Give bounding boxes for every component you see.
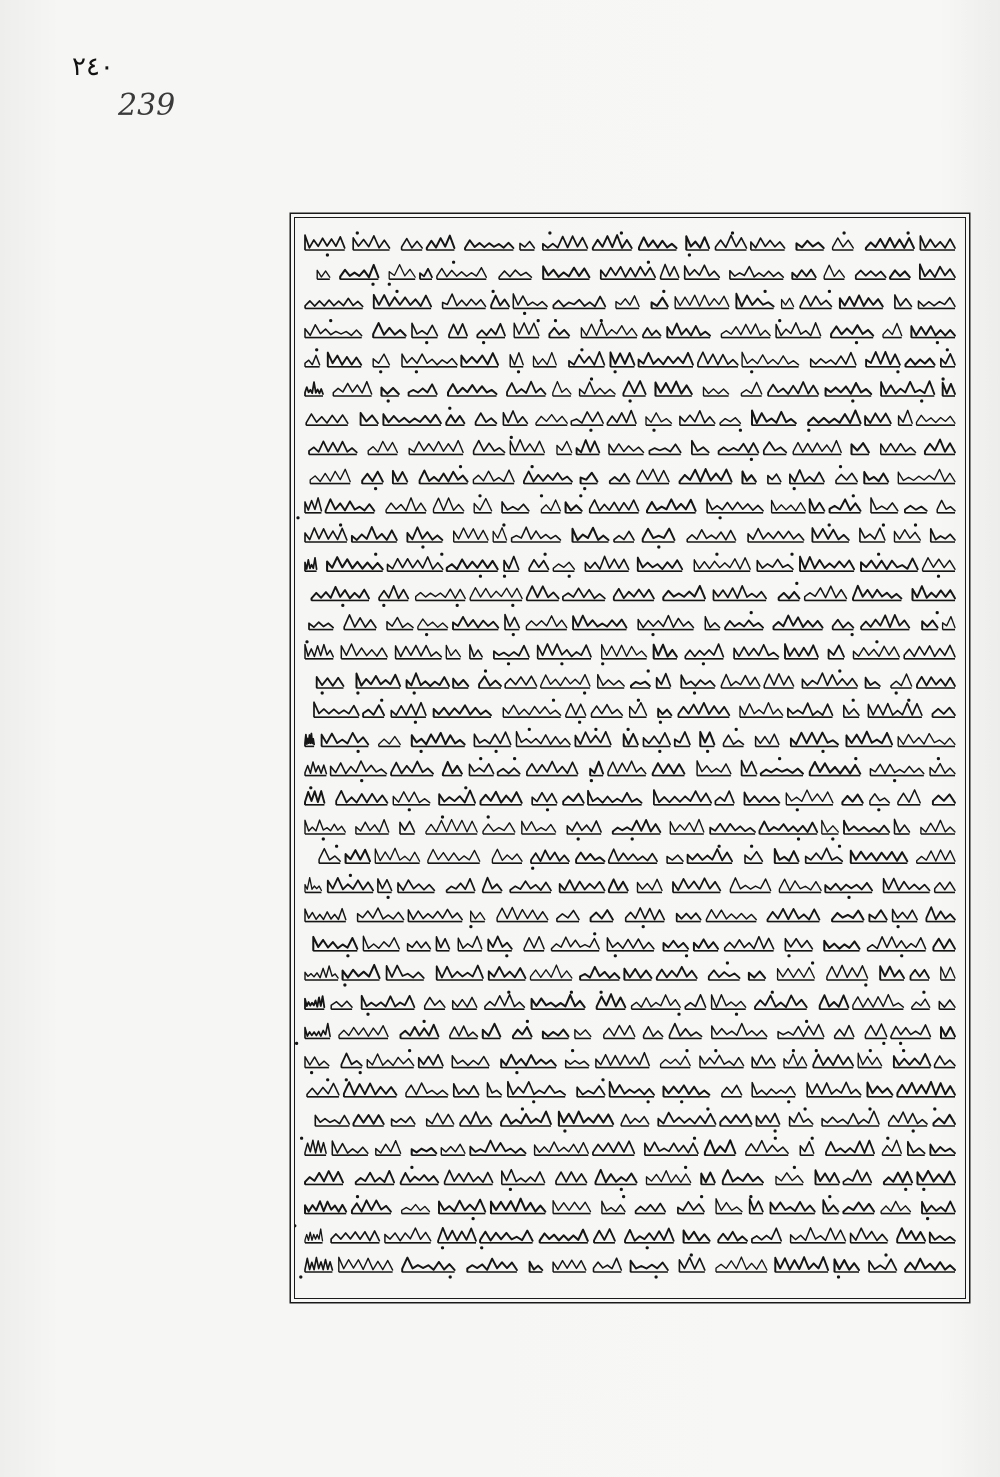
manuscript-line [306, 407, 955, 432]
manuscript-line [295, 961, 955, 986]
manuscript-line [305, 348, 955, 373]
manuscript-line [305, 757, 955, 782]
pencil-page-number: 239 [118, 88, 176, 123]
manuscript-line [313, 932, 955, 957]
manuscript-line [305, 874, 955, 899]
manuscript-line [310, 465, 955, 490]
manuscript-line [305, 523, 955, 548]
folio-number: ٢٤٠ [72, 52, 114, 82]
manuscript-line [295, 1224, 955, 1249]
manuscript-line [305, 231, 955, 256]
manuscript-line [299, 1253, 955, 1278]
manuscript-line [305, 815, 955, 840]
manuscript-line [305, 786, 955, 811]
text-frame [294, 217, 966, 1299]
manuscript-line [305, 991, 955, 1016]
manuscript-line [319, 845, 955, 870]
handwritten-text-block [295, 218, 965, 1298]
manuscript-line [309, 436, 955, 461]
manuscript-line [305, 640, 955, 665]
manuscript-line [315, 1107, 955, 1132]
manuscript-line [305, 290, 955, 315]
manuscript-line [300, 1137, 955, 1156]
manuscript-line [314, 699, 955, 724]
manuscript-line [305, 1049, 955, 1074]
manuscript-line [305, 377, 955, 402]
manuscript-line [295, 1020, 955, 1045]
manuscript-line [309, 611, 955, 636]
manuscript-line [305, 1166, 955, 1191]
manuscript-line [307, 1078, 955, 1103]
manuscript-line [296, 494, 955, 519]
manuscript-line [305, 728, 955, 753]
manuscript-line [305, 1195, 955, 1220]
manuscript-line [317, 261, 955, 286]
manuscript-line [305, 553, 955, 578]
manuscript-line [305, 319, 955, 344]
manuscript-line [317, 669, 955, 694]
manuscript-line [312, 582, 956, 607]
manuscript-line [305, 907, 955, 928]
